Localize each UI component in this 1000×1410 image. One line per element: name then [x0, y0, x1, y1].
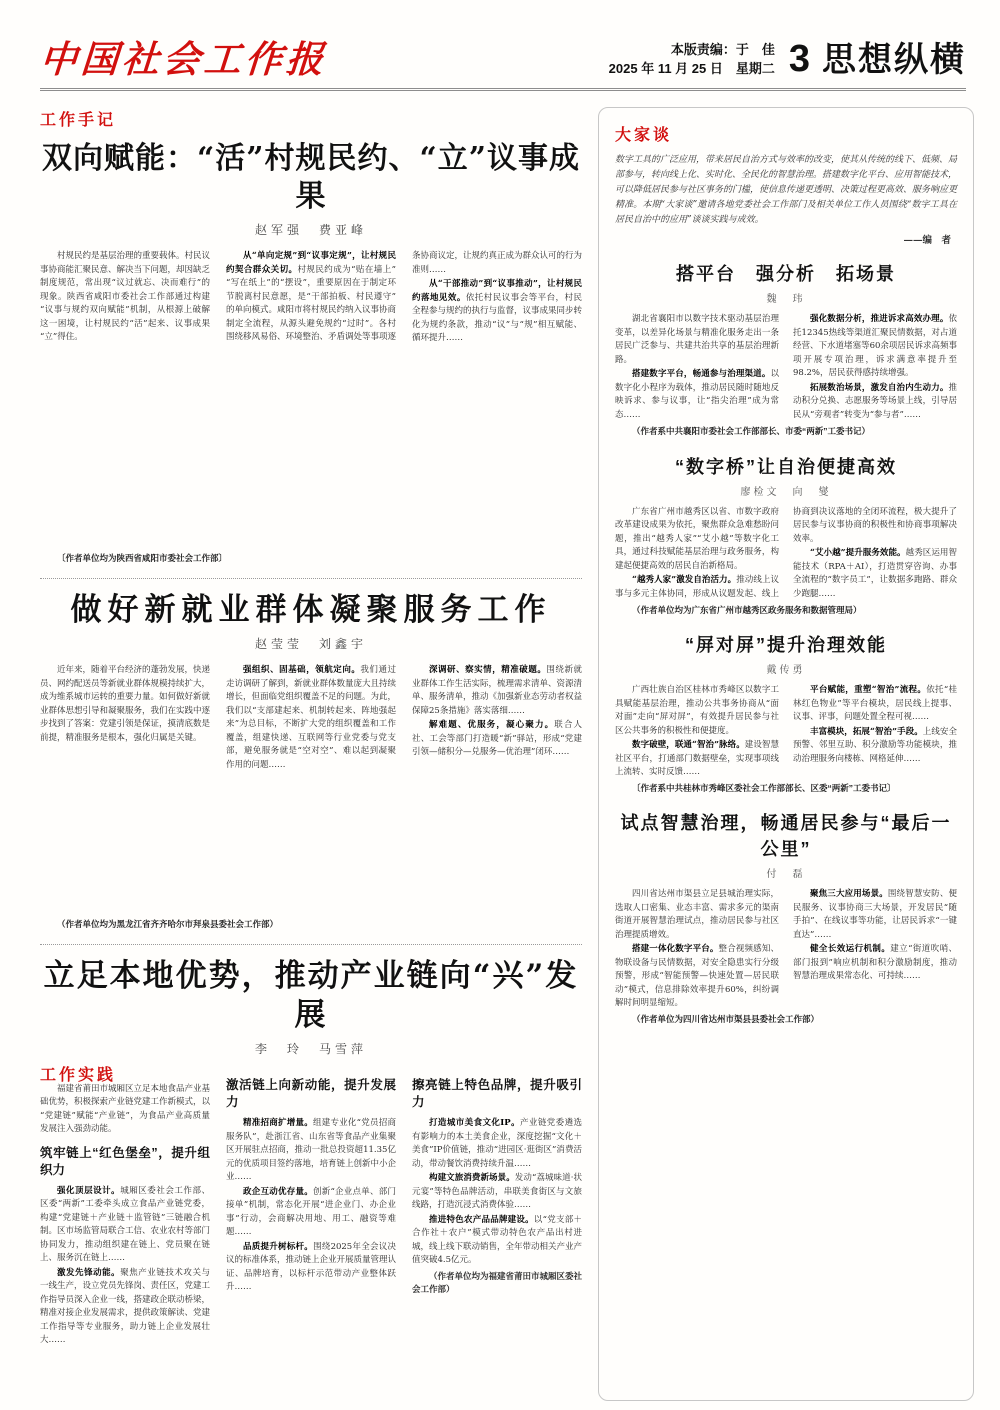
article-industry-chain	[40, 957, 582, 1402]
body-paragraph: 广东省广州市越秀区以省、市数字政府改革建设成果为依托，聚焦群众急难愁盼问题，推出“越秀人家”“艾小越”等数字化工具，通过科技赋能基层治理与政务服务，构建起便捷高效的居民自治新格局。	[615, 506, 779, 571]
headline-platform: 搭平台 强分析 拓场景	[676, 264, 896, 284]
article-village-rules	[40, 107, 582, 566]
body-industry-chain	[40, 1069, 582, 1401]
body-paragraph: “越秀人家”激发自治活力。推动线上议事与多元主体协同，形成从议题发起、线上协商到决议落地的全闭环流程，极大提升了居民参与议事协商的积极性和协商事项解决效率。	[615, 506, 957, 599]
body-new-employment	[40, 664, 582, 916]
headline-digital-bridge: “数字桥”让自治便捷高效	[675, 456, 897, 477]
body-paragraph: 湖北省襄阳市以数字技术驱动基层治理变革，以差异化场景与精准化服务走出一条居民广泛参与、共建共治共享的基层治理新路。	[615, 314, 779, 365]
body-paragraph: 健全长效运行机制。建立“街道吹哨、部门报到”响应机制和积分激励制度，推动智慧治理成果常态化、可持续……	[793, 944, 957, 981]
industry-chain-col1-body	[40, 1185, 210, 1348]
attribution-new-employment: （作者单位均为黑龙江省齐齐哈尔市拜泉县委社会工作部）	[57, 919, 279, 930]
headline-smart-governance: 试点智慧治理，畅通居民参与“最后一公里”	[620, 813, 952, 859]
industry-chain-col3	[412, 1069, 582, 1401]
body-village-rules	[40, 250, 582, 550]
byline-platform: 魏 玮	[766, 294, 806, 305]
talk-article-platform	[615, 260, 957, 439]
body-paragraph: 村规民约是基层治理的重要载体。村民议事协商能汇聚民意、解决当下问题，却因缺乏制度规范，常出现“议过就忘、决而难行”的现象。陕西省咸阳市委社会工作部通过构建“议事与规约双向赋能”机制，从根源上破解这一困境，让村规民约“活”起来、议事成果“立”得住。	[40, 251, 211, 342]
industry-chain-col2	[226, 1069, 396, 1401]
editor-signature: ——编 者	[903, 235, 951, 246]
page-identifier	[789, 40, 966, 78]
talk-article-digital-bridge	[615, 453, 957, 618]
body-paragraph: 福建省莆田市城厢区立足本地食品产业基础优势，积极探索产业链党建工作新模式，以“党建链”赋能“产业链”，为食品产业高质量发展注入强劲动能。	[40, 1083, 211, 1135]
body-paragraph: 政企互动优存量。创新“企业点单、部门接单”机制，常态化开展“进企业门、办企业事”行动，会商解决用地、用工、融资等难题……	[226, 1186, 396, 1237]
section-label-worknotes: 工作手记	[40, 112, 117, 129]
body-paragraph: 丰富模块，拓展“智治”手段。上线安全预警、邻里互助、积分激励等功能模块，推动治理服务向楼栋、网格延伸……	[793, 726, 957, 764]
body-paragraph: 从“干部推动”到“议事推动”，让村规民约落地见效。依托村民议事会等平台，村民全程参与规约的执行与监督，议事成果同步转化为规约条款，推动“议”与“规”相互赋能、循环提升……	[412, 279, 583, 343]
page-title: 思想纵横	[822, 41, 966, 79]
body-paragraph: 强组织、固基础，领航定向。我们通过走访调研了解到，新就业群体数量庞大且持续增长，但面临党组织覆盖不足的问题。为此，我们以“支部建起来、机制转起来、阵地强起来”为总目标，不断扩大党的组织覆盖和工作覆盖，组建快递、互联网等行业党委与党支部，避免服务就是“空对空”、难以起到凝聚作用的问题……	[226, 665, 397, 770]
body-screen	[615, 684, 957, 780]
body-paragraph: 聚焦三大应用场景。围绕智慧安防、便民服务、议事协商三大场景，开发居民“随手拍”、在线议事等功能，让居民诉求“一键直达”……	[793, 889, 957, 940]
body-smart-governance	[615, 888, 957, 1011]
industry-chain-col2-body	[226, 1117, 396, 1295]
body-paragraph: 品质提升树标杆。围绕2025年全会议决议的标准体系，推动链上企业开展质量管理认证、品牌培育，以标杆示范带动产业整体跃升……	[226, 1241, 397, 1292]
byline-new-employment: 赵莹莹 刘鑫宇	[254, 637, 367, 652]
section-label-practice: 工作实践	[40, 1067, 117, 1085]
main-content	[40, 107, 966, 1401]
subhead-red-fortress: 筑牢链上“红色堡垒”，提升组织力	[40, 1145, 210, 1177]
left-column	[40, 107, 582, 1401]
date-line: 2025 年 11 月 25 日 星期二	[608, 61, 775, 76]
body-paragraph: 构建文旅消费新场景。发动“荔城味道·状元宴”等特色品牌活动，串联美食街区与文旅线路，打造沉浸式消费体验……	[412, 1173, 582, 1210]
byline-digital-bridge: 廖检文 向 燮	[740, 486, 832, 498]
body-paragraph: 解难题、优服务，凝心聚力。联合人社、工会等部门打造暖“新”驿站，形成“党建引领—储积分—兑服务—优治理”闭环……	[412, 720, 582, 758]
byline-smart-governance: 付 磊	[766, 869, 806, 880]
industry-chain-col1	[40, 1069, 210, 1401]
body-paragraph: 近年来，随着平台经济的蓬勃发展，快递员、网约配送员等新就业群体规模持续扩大，成为维系城市运转的重要力量。如何做好新就业群体思想引导和凝聚服务，我们在实践中逐步找到了答案：党建引领是保证，摸清底数是前提，精准服务是根本，强化归属是关键。	[40, 665, 211, 743]
newspaper-logo: 中国社会工作报	[38, 37, 329, 81]
body-paragraph: 精准招商扩增量。组建专业化“党员招商服务队”，赴浙江省、山东省等食品产业集聚区开展驻点招商，推动一批总投资超11.35亿元的优质项目签约落地，培育链上创新中小企业……	[226, 1118, 397, 1182]
body-paragraph: 从“单向定规”到“议事定规”，让村规民约契合群众关切。村规民约成为“贴在墙上”“写在纸上”的“摆设”，重要原因在于制定环节脱离村民意愿，是“干部拍板、村民遵守”的单向模式。咸阳市将村规民约纳入议事协商制定全流程，从源头避免规约“过时”。各村围绕移风易俗、环境整治、矛盾调处等事项逐条协商议定，让规约真正成为群众认可的行为准则……	[226, 251, 583, 342]
editor-line: 本版责编：于 佳	[670, 42, 775, 57]
body-paragraph: 打造城市美食文化IP。产业链党委遴选有影响力的本土美食企业，深度挖掘“文化＋美食”IP价值链，推动“进园区·逛街区”消费活动，带动餐饮消费持续升温……	[412, 1118, 582, 1169]
headline-village-rules: 双向赋能：“活”村规民约、“立”议事成果	[41, 141, 581, 214]
industry-chain-intro	[40, 1083, 210, 1137]
article-new-employment	[40, 591, 582, 932]
body-paragraph: “艾小越”提升服务效能。越秀区运用智能技术（RPA＋AI），打造贯穿咨询、办事全流程的“数字员工”，让数据多跑路、群众少跑腿……	[793, 548, 957, 599]
body-paragraph: 深调研、察实情，精准破题。围绕新就业群体工作生活实际，梳理需求清单、资源清单、服务清单，推动《加强新业态劳动者权益保障25条措施》落实落细……	[412, 665, 583, 716]
attribution-village-rules: 〔作者单位均为陕西省咸阳市委社会工作部〕	[57, 553, 228, 563]
dotted-separator	[40, 944, 582, 945]
attribution-screen: 〔作者系中共桂林市秀峰区委社会工作部部长、区委“两新”工委书记〕	[632, 782, 896, 793]
byline-industry-chain: 李 玲 马雪萍	[254, 1042, 367, 1057]
body-paragraph: 广西壮族自治区桂林市秀峰区以数字工具赋能基层治理，推动公共事务协商从“面对面”走向“屏对屏”，有效提升居民参与社区公共事务的积极性和便捷度。	[615, 685, 779, 736]
masthead	[38, 37, 966, 91]
body-paragraph: 拓展数治场景，激发自治内生动力。推动积分兑换、志愿服务等场景上线，引导居民从“旁观者”转变为“参与者”……	[793, 382, 957, 420]
subhead-brand: 擦亮链上特色品牌，提升吸引力	[412, 1078, 582, 1110]
industry-chain-col3-body	[412, 1117, 582, 1268]
byline-screen: 戴传勇	[766, 665, 806, 676]
page-number: 3	[788, 38, 812, 80]
body-platform	[615, 313, 957, 423]
attribution-platform: （作者系中共襄阳市委社会工作部部长、市委“两新”工委书记）	[632, 426, 871, 436]
talk-article-smart-governance	[615, 809, 957, 1026]
headline-industry-chain: 立足本地优势，推动产业链向“兴”发展	[43, 957, 579, 1033]
body-paragraph: 数字破壁，联通“智治”脉络。建设智慧社区平台，打通部门数据壁垒，实现事项线上流转、实时反馈……	[615, 740, 779, 777]
body-digital-bridge	[615, 506, 957, 602]
body-paragraph: 强化顶层设计。城厢区委社会工作部、区委“两新”工委牵头成立食品产业链党委，构建“党建链＋产业链＋监管链”三链融合机制。区市场监管局联合工信、农业农村等部门协同发力，推动组织建在链上、党员聚在链上、服务沉在链上……	[40, 1185, 211, 1263]
body-paragraph: 四川省达州市渠县立足县城治理实际，选取人口密集、业态丰富、需求多元的渠南街道开展智慧治理试点，推动居民参与社区治理提质增效。	[615, 889, 779, 940]
section-label-talks: 大家谈	[615, 127, 673, 144]
attribution-smart-governance: （作者单位为四川省达州市渠县县委社会工作部）	[632, 1013, 820, 1024]
body-paragraph: 推进特色农产品品牌建设。以“党支部＋合作社＋农户”模式带动特色农产品出村进城，线上线下联动销售，全年带动相关产业产值突破4.5亿元。	[412, 1214, 583, 1265]
masthead-meta	[609, 40, 775, 78]
attribution-digital-bridge: （作者单位均为广东省广州市越秀区政务服务和数据管理局）	[632, 604, 862, 615]
headline-screen: “屏对屏”提升治理效能	[685, 635, 887, 655]
dotted-separator	[40, 578, 582, 579]
attribution-industry-chain: （作者单位均为福建省莆田市城厢区委社会工作部）	[412, 1270, 583, 1294]
talks-intro: 数字工具的广泛应用，带来居民自治方式与效率的改变，使其从传统的线下、低频、局部参与，转向线上化、实时化、全民化的智慧治理。搭建数字化平台、应用智能技术，可以降低居民参与社区事务的门槛，使信息传递更透明、决策过程更高效、服务响应更精准。本期“大家谈”邀请各地党委社会工作部门及相关单位工作人员围绕“数字工具在居民自治中的应用”谈谈实践与成效。	[615, 155, 958, 225]
subhead-new-momentum: 激活链上向新动能，提升发展力	[226, 1078, 396, 1110]
body-paragraph: 搭建数字平台，畅通参与治理渠道。以数字化小程序为载体，推动居民随时随地反映诉求、参与议事，让“指尖治理”成为常态……	[615, 369, 779, 420]
talk-article-screen	[615, 631, 957, 795]
body-paragraph: 搭建一体化数字平台。整合视频感知、物联设备与民情数据，对安全隐患实行分级预警，形成“智能预警—快速处置—居民联动”模式，信息排除效率提升60%，纠纷调解时间明显缩短。	[615, 944, 779, 1008]
byline-village-rules: 赵军强 费亚峰	[254, 223, 367, 237]
body-paragraph: 平台赋能，重塑“智治”流程。依托“桂林红色物业”等平台模块，居民线上提事、议事、评事，问题处置全程可视……	[793, 685, 957, 722]
talks-box	[598, 107, 974, 1401]
masthead-right	[609, 40, 966, 78]
headline-new-employment: 做好新就业群体凝聚服务工作	[70, 591, 552, 628]
body-paragraph: 激发先锋动能。聚焦产业链技术攻关与一线生产，设立党员先锋岗、责任区，党建工作指导员深入企业一线，搭建政企联动桥梁，精准对接企业发展需求，提供政策解读、党建工作指导等专业服务，助力链上企业发展壮大……	[40, 1267, 211, 1345]
body-paragraph: 强化数据分析，推进诉求高效办理。依托12345热线等渠道汇聚民情数据，对占道经营、下水道堵塞等60余项居民诉求高频事项开展专项治理，诉求满意率提升至98.2%，居民获得感持续增强。	[793, 314, 957, 378]
